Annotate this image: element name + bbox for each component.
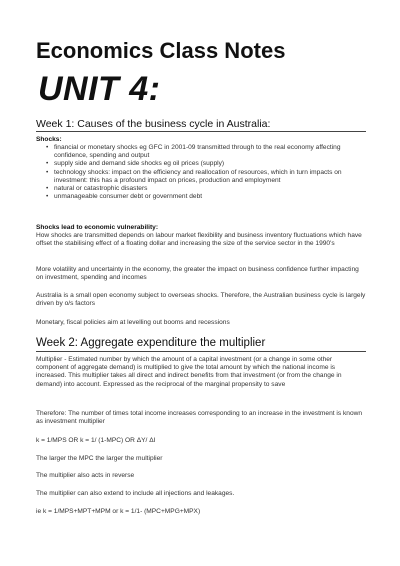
list-item: • unmanageable consumer debt or government debt [46, 193, 376, 201]
formula: k = 1/MPS OR k = 1/ (1-MPC) OR ΔY/ ΔI [36, 437, 156, 444]
week2-divider [36, 351, 366, 352]
paragraph: The multiplier also acts in reverse [36, 472, 135, 479]
shocks-list [36, 144, 376, 201]
vulnerability-text: How shocks are transmitted depends on labour market flexibility and business inventory fluctuations which have offset the stabilising effect of a floating dollar and increasing the size of the service sector in the 1990's [36, 232, 362, 248]
paragraph: Therefore: The number of times total income increases corresponding to an increase in the investment is known as investment multiplier [36, 410, 363, 426]
week1-heading: Week 1: Causes of the business cycle in Australia: [36, 118, 271, 130]
shocks-label: Shocks: [36, 136, 62, 143]
unit-heading: UNIT 4: [38, 70, 161, 108]
paragraph: The larger the MPC the larger the multiplier [36, 455, 163, 462]
paragraph: Australia is a small open economy subject to overseas shocks. Therefore, the Australian business cycle is largely driven by o/s factors [36, 292, 366, 308]
week1-divider [36, 131, 366, 132]
list-item: • technology shocks: impact on the efficiency and reallocation of resources, which in turn impacts on investment: this has a profound impact on prices, production and employment [46, 169, 376, 185]
formula: ie k = 1/MPS+MPT+MPM or k = 1/1- (MPC+MPG+MPX) [36, 508, 201, 515]
paragraph: The multiplier can also extend to include all injections and leakages. [36, 490, 235, 497]
paragraph: More volatility and uncertainty in the economy, the greater the impact on business confidence further impacting on investment, spending and incomes [36, 266, 359, 282]
vulnerability-label: Shocks lead to economic vulnerability: [36, 224, 159, 231]
paragraph: Monetary, fiscal policies aim at levelling out booms and recessions [36, 319, 230, 326]
list-item: • financial or monetary shocks eg GFC in 2001-09 transmitted through to the real economy affecting confidence, spending and output [46, 144, 376, 160]
week2-heading: Week 2: Aggregate expenditure the multiplier [36, 337, 266, 349]
page-title: Economics Class Notes [36, 38, 286, 63]
list-item: • natural or catastrophic disasters [46, 185, 376, 193]
list-item: • supply side and demand side shocks eg oil prices (supply) [46, 160, 376, 168]
multiplier-definition: Multiplier - Estimated number by which the amount of a capital investment (or a change in some other component of aggregate demand) is multiplied to give the total amount by which the national income is increased. This multiplier takes all direct and indirect benefits from that investment (or from the change in demand) into account. Expressed as the reciprocal of the marginal propensity to save [36, 356, 342, 388]
